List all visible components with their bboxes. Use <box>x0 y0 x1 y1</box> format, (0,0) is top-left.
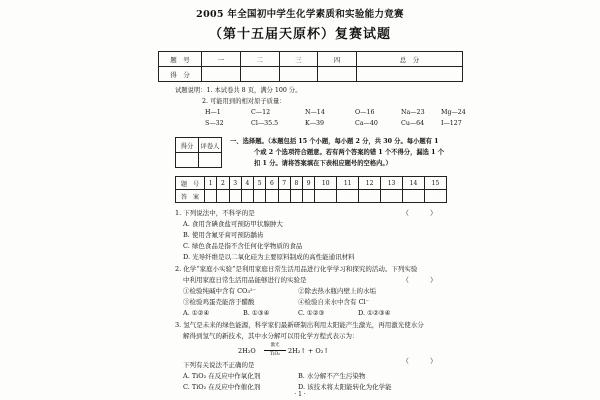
answer-cell <box>229 190 241 203</box>
q2-answer-paren: （ ） <box>402 276 437 284</box>
equation-products: 2H₂↑ + O₂↑ <box>288 347 329 355</box>
answer-grid-number: 4 <box>241 177 253 190</box>
answer-grid-label: 答 案 <box>176 190 205 203</box>
scorer-label: 得分 <box>176 138 199 153</box>
score-header-cell: 三 <box>279 52 318 67</box>
score-header-cell: 一 <box>202 52 241 67</box>
instructions-line2: 2. 可能用到的相对原子质量： <box>202 98 286 105</box>
score-cell <box>202 67 241 82</box>
answer-grid-number: 2 <box>217 177 229 190</box>
atomic-mass: H—1 <box>205 109 221 116</box>
section1-text2: 个或 2 个选项符合题意。若有两个答案的错 1 个不得分，漏选 1 个 <box>254 149 445 156</box>
q3-option-a: A. TiO₂ 在反应中作氧化剂 <box>183 372 261 380</box>
atomic-mass: C—12 <box>251 109 271 116</box>
scorer-label: 评卷人 <box>199 138 222 153</box>
q2-item-2: ②除去热水瓶内壁上的水垢 <box>298 287 376 295</box>
answer-grid-label: 题 号 <box>176 177 205 190</box>
section1-text3: 扣 1 分。请将答案填在下表相应题号的空格内。） <box>254 160 392 167</box>
q2-option-b: B. ①③④ <box>243 309 270 317</box>
answer-cell <box>303 190 315 203</box>
answer-grid-number: 6 <box>266 177 278 190</box>
answer-grid-number: 1 <box>205 177 217 190</box>
score-header-cell: 总 分 <box>357 52 463 67</box>
exam-subtitle: （第十五届天原杯）复赛试题 <box>208 27 391 42</box>
instructions-line1: 试题说明：1. 本试卷共 8 页，满分 100 分。 <box>175 87 302 94</box>
score-cell <box>357 67 463 82</box>
answer-cell <box>337 190 359 203</box>
answer-cell <box>381 190 403 203</box>
q1-option-a: A. 食用含碘食盐可预防甲状腺肿大 <box>183 220 283 228</box>
score-table-header-row <box>159 52 463 67</box>
score-row-label: 得 分 <box>159 67 202 82</box>
q2-option-c: C. ①②③ <box>298 309 325 317</box>
answer-grid-number: 7 <box>278 177 290 190</box>
q3-answer-paren: （ ） <box>402 357 437 365</box>
score-cell <box>318 67 357 82</box>
q1-option-d: D. 光导纤维是以二氧化硅为主要原料制成的高性能通讯材料 <box>183 253 355 261</box>
atomic-mass: S—32 <box>205 120 224 127</box>
score-table-score-row <box>159 67 463 82</box>
answer-cell <box>254 190 266 203</box>
scorer-cell <box>199 153 222 168</box>
answer-cell <box>403 190 425 203</box>
answer-grid-number: 10 <box>315 177 337 190</box>
answer-grid-number: 3 <box>229 177 241 190</box>
equation-condition-top: 激光 <box>270 343 280 348</box>
answer-grid-number: 12 <box>359 177 381 190</box>
score-table <box>158 51 463 82</box>
answer-cell <box>205 190 217 203</box>
equation-condition-bottom: TiO₂ <box>270 352 280 357</box>
answer-grid-number: 8 <box>290 177 302 190</box>
q1-option-c: C. 绿色食品是指不含任何化学物质的食品 <box>183 242 303 250</box>
atomic-mass: Cu—64 <box>401 120 425 127</box>
q3-option-c: C. TiO₂ 在反应中作催化剂 <box>183 383 261 391</box>
atomic-mass: N—14 <box>305 109 325 116</box>
atomic-mass: Ca—40 <box>355 120 378 127</box>
atomic-mass: O—16 <box>355 109 375 116</box>
answer-grid-number: 9 <box>303 177 315 190</box>
section1-text1: 一、选择题。（本题包括 15 个小题，每小题 2 分，共 30 分。每小题有 1 <box>230 138 439 145</box>
equation-arrow-line <box>264 350 286 351</box>
q1-stem: 1. 下列说法中，不科学的是 <box>175 209 255 217</box>
exam-title: 2005 年全国初中学生化学素质和实验能力竞赛 <box>196 9 404 20</box>
score-cell <box>240 67 279 82</box>
q2-item-3: ③检验鸡蛋壳能溶于醋酸 <box>183 298 255 306</box>
answer-grid-number-row <box>176 177 447 190</box>
q3-stem-line1: 3. 氢气是未来的绿色能源，科学家们最新研制出利用太阳能产生激光，再用激光使水分 <box>175 321 424 329</box>
answer-grid-answer-row <box>176 190 447 203</box>
q2-stem-line1: 2. 化学“家庭小实验”是利用家庭日常生活用品进行化学学习和探究的活动。下列实验 <box>175 265 418 273</box>
answer-grid-number: 11 <box>337 177 359 190</box>
score-cell <box>279 67 318 82</box>
q1-answer-paren: （ ） <box>402 209 437 217</box>
q2-option-a: A. ①②④ <box>183 309 210 317</box>
q3-equation <box>238 343 368 359</box>
answer-cell <box>266 190 278 203</box>
q2-stem-line2: 中利用家庭日常生活用品能够进行的实验是 <box>183 276 307 284</box>
q1-option-b: B. 使用含氟牙膏可预防龋齿 <box>183 231 264 239</box>
answer-grid-number: 15 <box>424 177 446 190</box>
scorer-box <box>175 137 222 168</box>
score-header-cell: 二 <box>240 52 279 67</box>
answer-grid-number: 14 <box>403 177 425 190</box>
answer-cell <box>359 190 381 203</box>
q3-option-b: B. 水分解不产生污染物 <box>298 372 366 380</box>
equation-reactants: 2H₂O <box>238 347 256 355</box>
q3-sub-stem: 下列有关说法不正确的是 <box>183 361 255 369</box>
atomic-mass: Na—23 <box>401 109 425 116</box>
answer-grid-number: 5 <box>254 177 266 190</box>
q2-option-d: D. ①②③④ <box>358 309 391 317</box>
q2-item-1: ①检验纯碱中含有 CO₃²⁻ <box>183 287 257 295</box>
answer-grid-number: 13 <box>381 177 403 190</box>
answer-cell <box>315 190 337 203</box>
q3-stem-line2: 解得到氢气的新技术，其中水分解可以用化学方程式表示为： <box>183 332 359 340</box>
answer-grid <box>175 176 447 203</box>
page-number: · 1 · <box>294 391 306 398</box>
score-header-cell: 题 号 <box>159 52 202 67</box>
answer-cell <box>278 190 290 203</box>
answer-cell <box>241 190 253 203</box>
q2-item-4: ④检验自来水中含有 Cl⁻ <box>298 298 370 306</box>
atomic-mass: Mg—24 <box>441 109 466 116</box>
answer-cell <box>424 190 446 203</box>
answer-cell <box>290 190 302 203</box>
atomic-mass: I—127 <box>441 120 462 127</box>
atomic-mass: K—39 <box>305 120 325 127</box>
scorer-cell <box>176 153 199 168</box>
q3-option-d: D. 该技术将太阳能转化为化学能 <box>298 383 392 391</box>
atomic-mass: Cl—35.5 <box>251 120 279 127</box>
score-header-cell: 四 <box>318 52 357 67</box>
answer-cell <box>217 190 229 203</box>
